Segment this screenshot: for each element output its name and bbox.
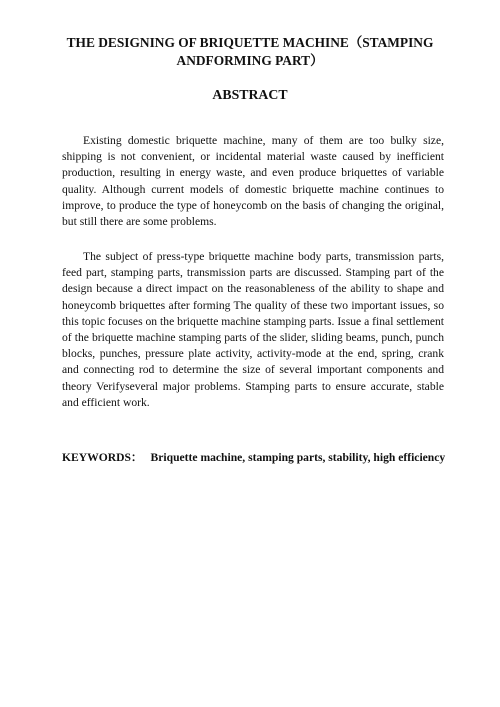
abstract-paragraph-2: The subject of press-type briquette machine body parts, transmission parts, feed part, stamping parts, transmission parts are discussed. Stamping part of the design because a direct impact on the reasonableness of the ability to shape and honeycomb briquettes after forming The quality of these two important issues, so this topic focuses on the briquette machine stamping parts. Issue a final settlement of the briquette machine stamping parts of the slider, sliding beams, punch, punch blocks, punches, pressure plate activity, activity-mode at the end, spring, crank and connecting rod to determine the size of several important components and theory Verifyseveral major problems. Stamping parts to ensure accurate, stable and efficient work. (62, 250, 444, 409)
keywords-value: Briquette machine, stamping parts, stability, high efficiency (150, 451, 446, 464)
abstract-heading: ABSTRACT (212, 87, 288, 102)
keywords-line (62, 450, 462, 466)
paper-title-line-1: THE DESIGNING OF BRIQUETTE MACHINE（STAMPING (66, 35, 434, 50)
keywords-label: KEYWORDS： (62, 451, 143, 464)
abstract-paragraph-1: Existing domestic briquette machine, many of them are too bulky size, shipping is not convenient, or incidental material waste caused by inefficient production, resulting in energy waste, and even produce briquettes of variable quality. Although current models of domestic briquette machine continues to improve, to produce the type of honeycomb on the basis of changing the original, but still there are some problems. (62, 134, 444, 229)
paper-title (40, 34, 460, 70)
paper-title-line-2: ANDFORMING PART） (176, 53, 324, 68)
